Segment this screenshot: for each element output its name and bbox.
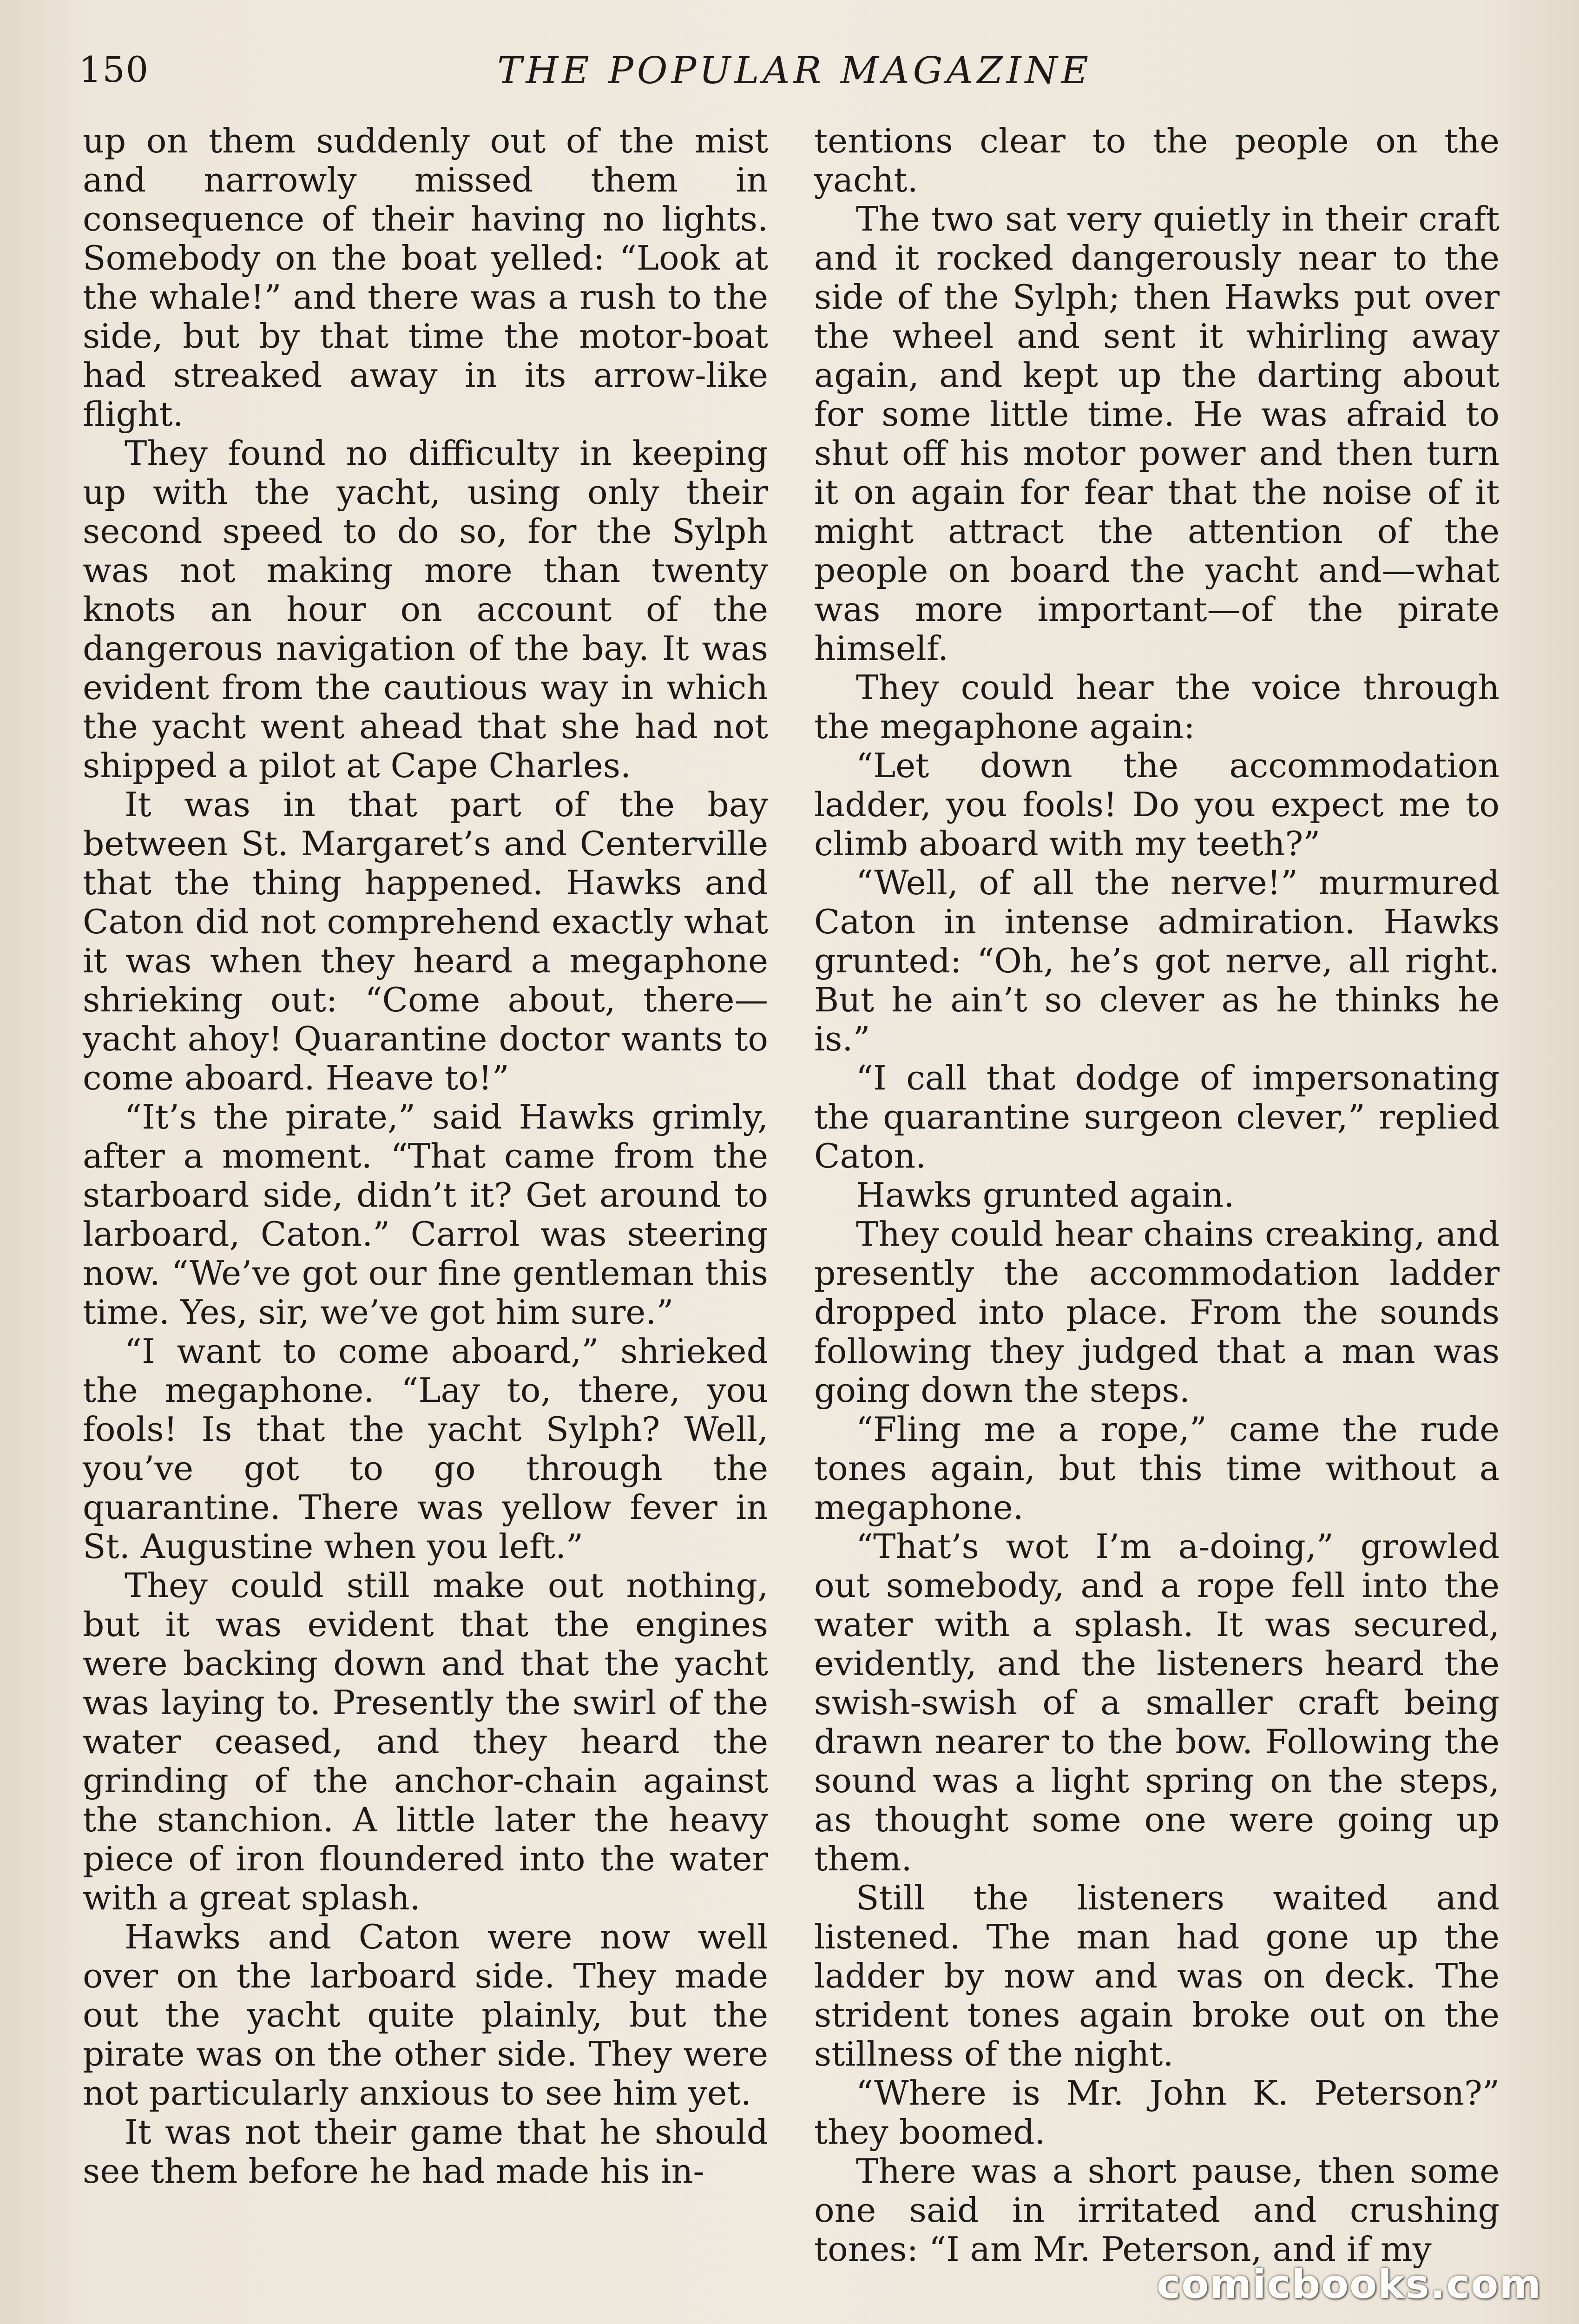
paragraph: up on them suddenly out of the mist and narrowly missed them in consequence of their having no lights. Somebody on the boat yelled: “Look at the whale!” and there was a rush to the side, but by that time the motor-boat had streaked away in its arrow-like flight.: [83, 122, 768, 434]
paragraph: “That’s wot I’m a-doing,” growled out somebody, and a rope fell into the water with a splash. It was secured, evidently, and the listeners heard the swish-swish of a smaller craft being drawn nearer to the bow. Following the sound was a light spring on the steps, as thought some one were going up them.: [814, 1527, 1500, 1879]
paragraph: The two sat very quietly in their craft and it rocked dangerously near to the side of the Sylph; then Hawks put over the wheel and sent it whirling away again, and kept up the darting about for some little time. He was afraid to shut off his motor power and then turn it on again for fear that the noise of it might attract the attention of the people on board the yacht and—what was more important—of the pirate himself.: [814, 200, 1500, 668]
paragraph: Hawks grunted again.: [856, 1176, 1235, 1215]
paragraph: It was in that part of the bay between St. Margaret’s and Centerville that the thing happened. Hawks and Caton did not comprehend exactly what it was when they heard a megaphone shrieking out: “Come about, there—yacht ahoy! Quarantine doctor wants to come aboard. Heave to!”: [83, 786, 768, 1098]
paragraph: They could hear chains creaking, and presently the accommodation ladder dropped into place. From the sounds following they judged that a man was going down the steps.: [814, 1215, 1500, 1410]
left-column: [83, 122, 768, 2191]
site-watermark: comicbooks.com: [1157, 2261, 1542, 2308]
paragraph: tentions clear to the people on the yacht.: [814, 122, 1500, 200]
paragraph: “Where is Mr. John K. Peterson?” they boomed.: [814, 2074, 1500, 2152]
paragraph: “I want to come aboard,” shrieked the megaphone. “Lay to, there, you fools! Is that the yacht Sylph? Well, you’ve got to go through the quarantine. There was yellow fever in St. Augustine when you left.”: [83, 1332, 768, 1566]
right-column: [814, 122, 1500, 2269]
paragraph: They could still make out nothing, but it was evident that the engines were backing down and that the yacht was laying to. Presently the swirl of the water ceased, and they heard the grinding of the anchor-chain against the stanchion. A little later the heavy piece of iron floundered into the water with a great splash.: [83, 1566, 768, 1918]
paragraph: There was a short pause, then some one said in irritated and crushing tones: “I am Mr. Peterson, and if my: [814, 2152, 1500, 2269]
paragraph: Still the listeners waited and listened. The man had gone up the ladder by now and was on deck. The strident tones again broke out on the stillness of the night.: [814, 1879, 1500, 2074]
page-number: 150: [79, 49, 150, 90]
paragraph: They could hear the voice through the megaphone again:: [814, 668, 1500, 746]
paragraph: “It’s the pirate,” said Hawks grimly, after a moment. “That came from the starboard side, didn’t it? Get around to larboard, Caton.” Carrol was steering now. “We’ve got our fine gentleman this time. Yes, sir, we’ve got him sure.”: [83, 1098, 768, 1332]
paragraph: “Well, of all the nerve!” murmured Caton in intense admiration. Hawks grunted: “Oh, he’s got nerve, all right. But he ain’t so clever as he thinks he is.”: [814, 864, 1500, 1059]
paragraph: “Let down the accommodation ladder, you fools! Do you expect me to climb aboard with my teeth?”: [814, 746, 1500, 864]
paragraph: “I call that dodge of impersonating the quarantine surgeon clever,” replied Caton.: [814, 1059, 1500, 1176]
running-title: THE POPULAR MAGAZINE: [497, 49, 1092, 92]
paragraph: “Fling me a rope,” came the rude tones again, but this time without a megaphone.: [814, 1410, 1500, 1527]
page-header: [79, 44, 1510, 105]
paragraph: It was not their game that he should see them before he had made his in-: [83, 2113, 768, 2191]
paragraph: Hawks and Caton were now well over on the larboard side. They made out the yacht quite plainly, but the pirate was on the other side. They were not particularly anxious to see him yet.: [83, 1918, 768, 2113]
paragraph: They found no difficulty in keeping up with the yacht, using only their second speed to do so, for the Sylph was not making more than twenty knots an hour on account of the dangerous navigation of the bay. It was evident from the cautious way in which the yacht went ahead that she had not shipped a pilot at Cape Charles.: [83, 434, 768, 786]
